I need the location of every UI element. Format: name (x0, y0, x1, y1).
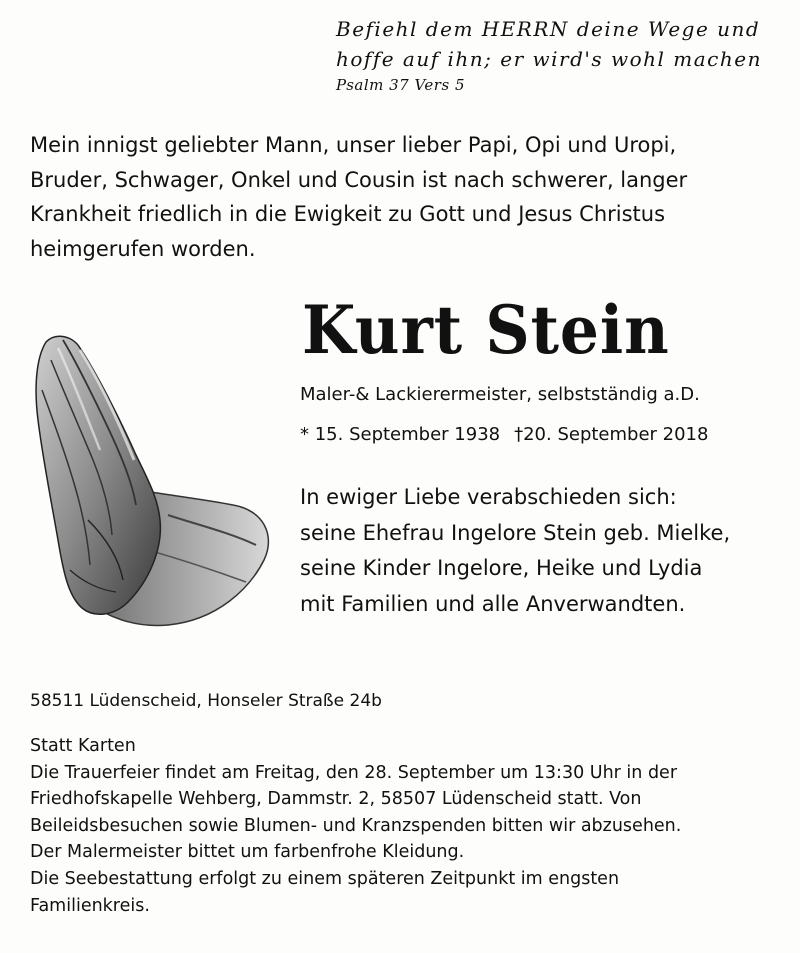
praying-hands-icon (18, 320, 288, 635)
mourners-line: In ewiger Liebe verabschieden sich: (300, 485, 677, 509)
closing-line: Friedhofskapelle Wehberg, Dammstr. 2, 58507 Lüdenscheid statt. Von (30, 789, 642, 810)
closing-text (30, 733, 790, 919)
intro-line: Bruder, Schwager, Onkel und Cousin ist nach schwerer, langer (30, 167, 688, 192)
verse-reference: Psalm 37 Vers 5 (336, 76, 465, 94)
closing-line: Die Seebestattung erfolgt zu einem späteren Zeitpunkt im engsten (30, 868, 620, 889)
intro-text (30, 128, 780, 266)
verse-line-1: Befiehl dem HERRN deine Wege und (336, 17, 761, 41)
mourners-line: seine Ehefrau Ingelore Stein geb. Mielke, (300, 520, 731, 545)
family-address: 58511 Lüdenscheid, Honseler Straße 24b (30, 691, 382, 711)
intro-line: heimgerufen worden. (30, 236, 256, 261)
life-dates (300, 420, 708, 450)
deceased-name: Kurt Stein (302, 291, 670, 369)
bible-verse (336, 14, 786, 74)
deceased-profession: Maler-& Lackierermeister, selbstständig a.D. (300, 384, 700, 405)
closing-line: Statt Karten (30, 736, 136, 756)
closing-line: Beileidsbesuchen sowie Blumen- und Kranzspenden bitten wir abzusehen. (30, 815, 682, 836)
mourners-text (300, 480, 790, 622)
closing-line: Familienkreis. (30, 895, 150, 916)
closing-line: Die Trauerfeier findet am Freitag, den 28. September um 13:30 Uhr in der (30, 762, 678, 783)
verse-line-2: hoffe auf ihn; er wird's wohl machen (336, 47, 762, 71)
birth-date: * 15. September 1938 (300, 424, 501, 445)
intro-line: Krankheit friedlich in die Ewigkeit zu Gott und Jesus Christus (30, 202, 666, 226)
closing-line: Der Malermeister bittet um farbenfrohe Kleidung. (30, 842, 465, 863)
mourners-line: mit Familien und alle Anverwandten. (300, 591, 686, 616)
intro-line: Mein innigst geliebter Mann, unser lieber Papi, Opi und Uropi, (30, 133, 677, 157)
death-date: †20. September 2018 (514, 424, 709, 445)
mourners-line: seine Kinder Ingelore, Heike und Lydia (300, 556, 703, 580)
